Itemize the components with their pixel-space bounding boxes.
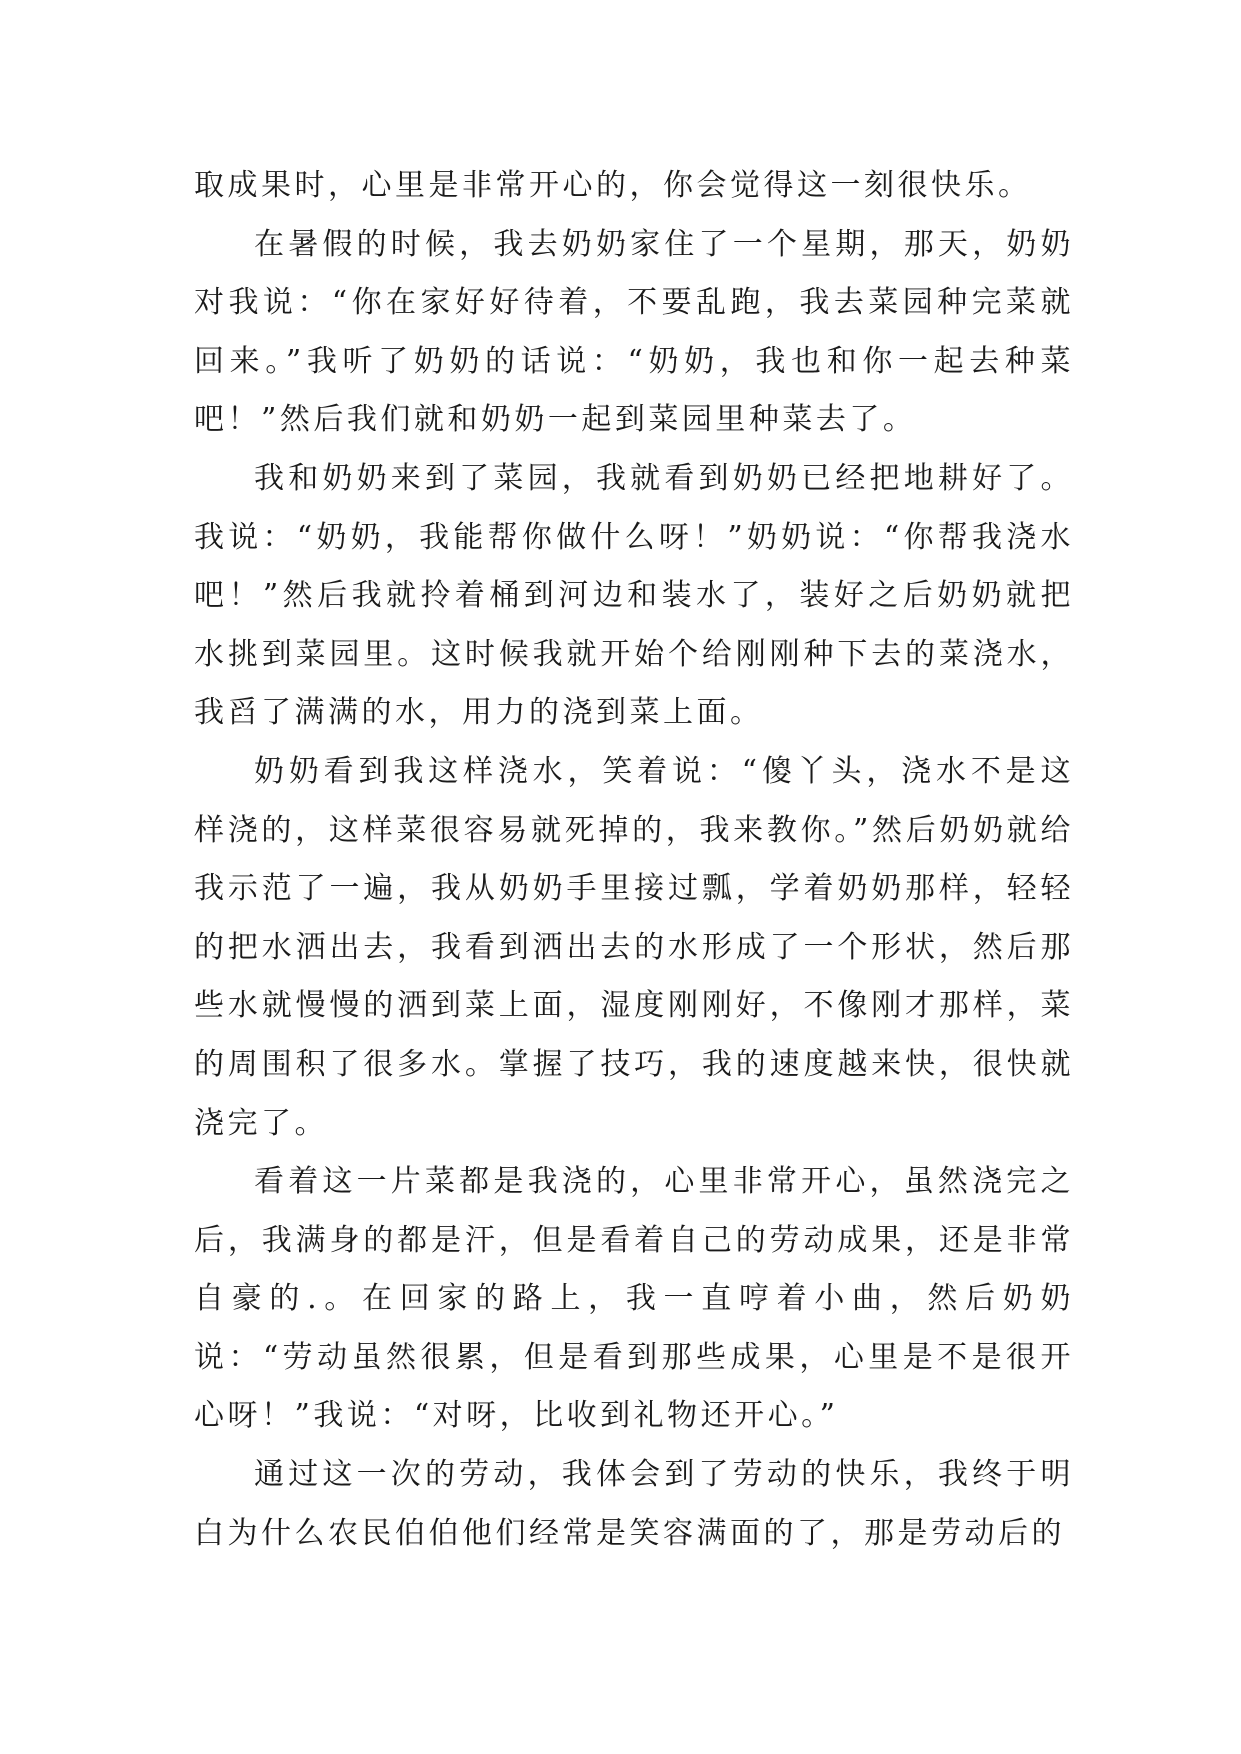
essay-body [194, 157, 1074, 1563]
paragraph-summer-visit: 在暑假的时候，我去奶奶家住了一个星期，那天，奶奶对我说：“你在家好好待着，不要乱跑，我去菜园种完菜就回来。”我听了奶奶的话说：“奶奶，我也和你一起去种菜吧！”然后我们就和奶奶一起到菜园里种菜去了。 [194, 226, 1074, 438]
paragraph-pride: 看着这一片菜都是我浇的，心里非常开心，虽然浇完之后，我满身的都是汗，但是看着自己的劳动成果，还是非常自豪的.。在回家的路上，我一直哼着小曲，然后奶奶说：“劳动虽然很累，但是看到那些成果，心里是不是很开心呀！”我说：“对呀，比收到礼物还开心。” [194, 1164, 1074, 1434]
paragraph-continuation: 取成果时，心里是非常开心的，你会觉得这一刻很快乐。 [194, 168, 1032, 203]
paragraph-watering-lesson: 奶奶看到我这样浇水，笑着说：“傻丫头，浇水不是这样浇的，这样菜很容易就死掉的，我来教你。”然后奶奶就给我示范了一遍，我从奶奶手里接过瓢，学着奶奶那样，轻轻的把水洒出去，我看到洒出去的水形成了一个形状，然后那些水就慢慢的洒到菜上面，湿度刚刚好，不像刚才那样，菜的周围积了很多水。掌握了技巧，我的速度越来快，很快就浇完了。 [194, 753, 1074, 1141]
paragraph-garden-arrival: 我和奶奶来到了菜园，我就看到奶奶已经把地耕好了。我说：“奶奶，我能帮你做什么呀！”奶奶说：“你帮我浇水吧！”然后我就拎着桶到河边和装水了，装好之后奶奶就把水挑到菜园里。这时候我就开始个给刚刚种下去的菜浇水，我舀了满满的水，用力的浇到菜上面。 [194, 460, 1074, 731]
paragraph-reflection: 通过这一次的劳动，我体会到了劳动的快乐，我终于明白为什么农民伯伯他们经常是笑容满面的了，那是劳动后的 [194, 1457, 1074, 1551]
